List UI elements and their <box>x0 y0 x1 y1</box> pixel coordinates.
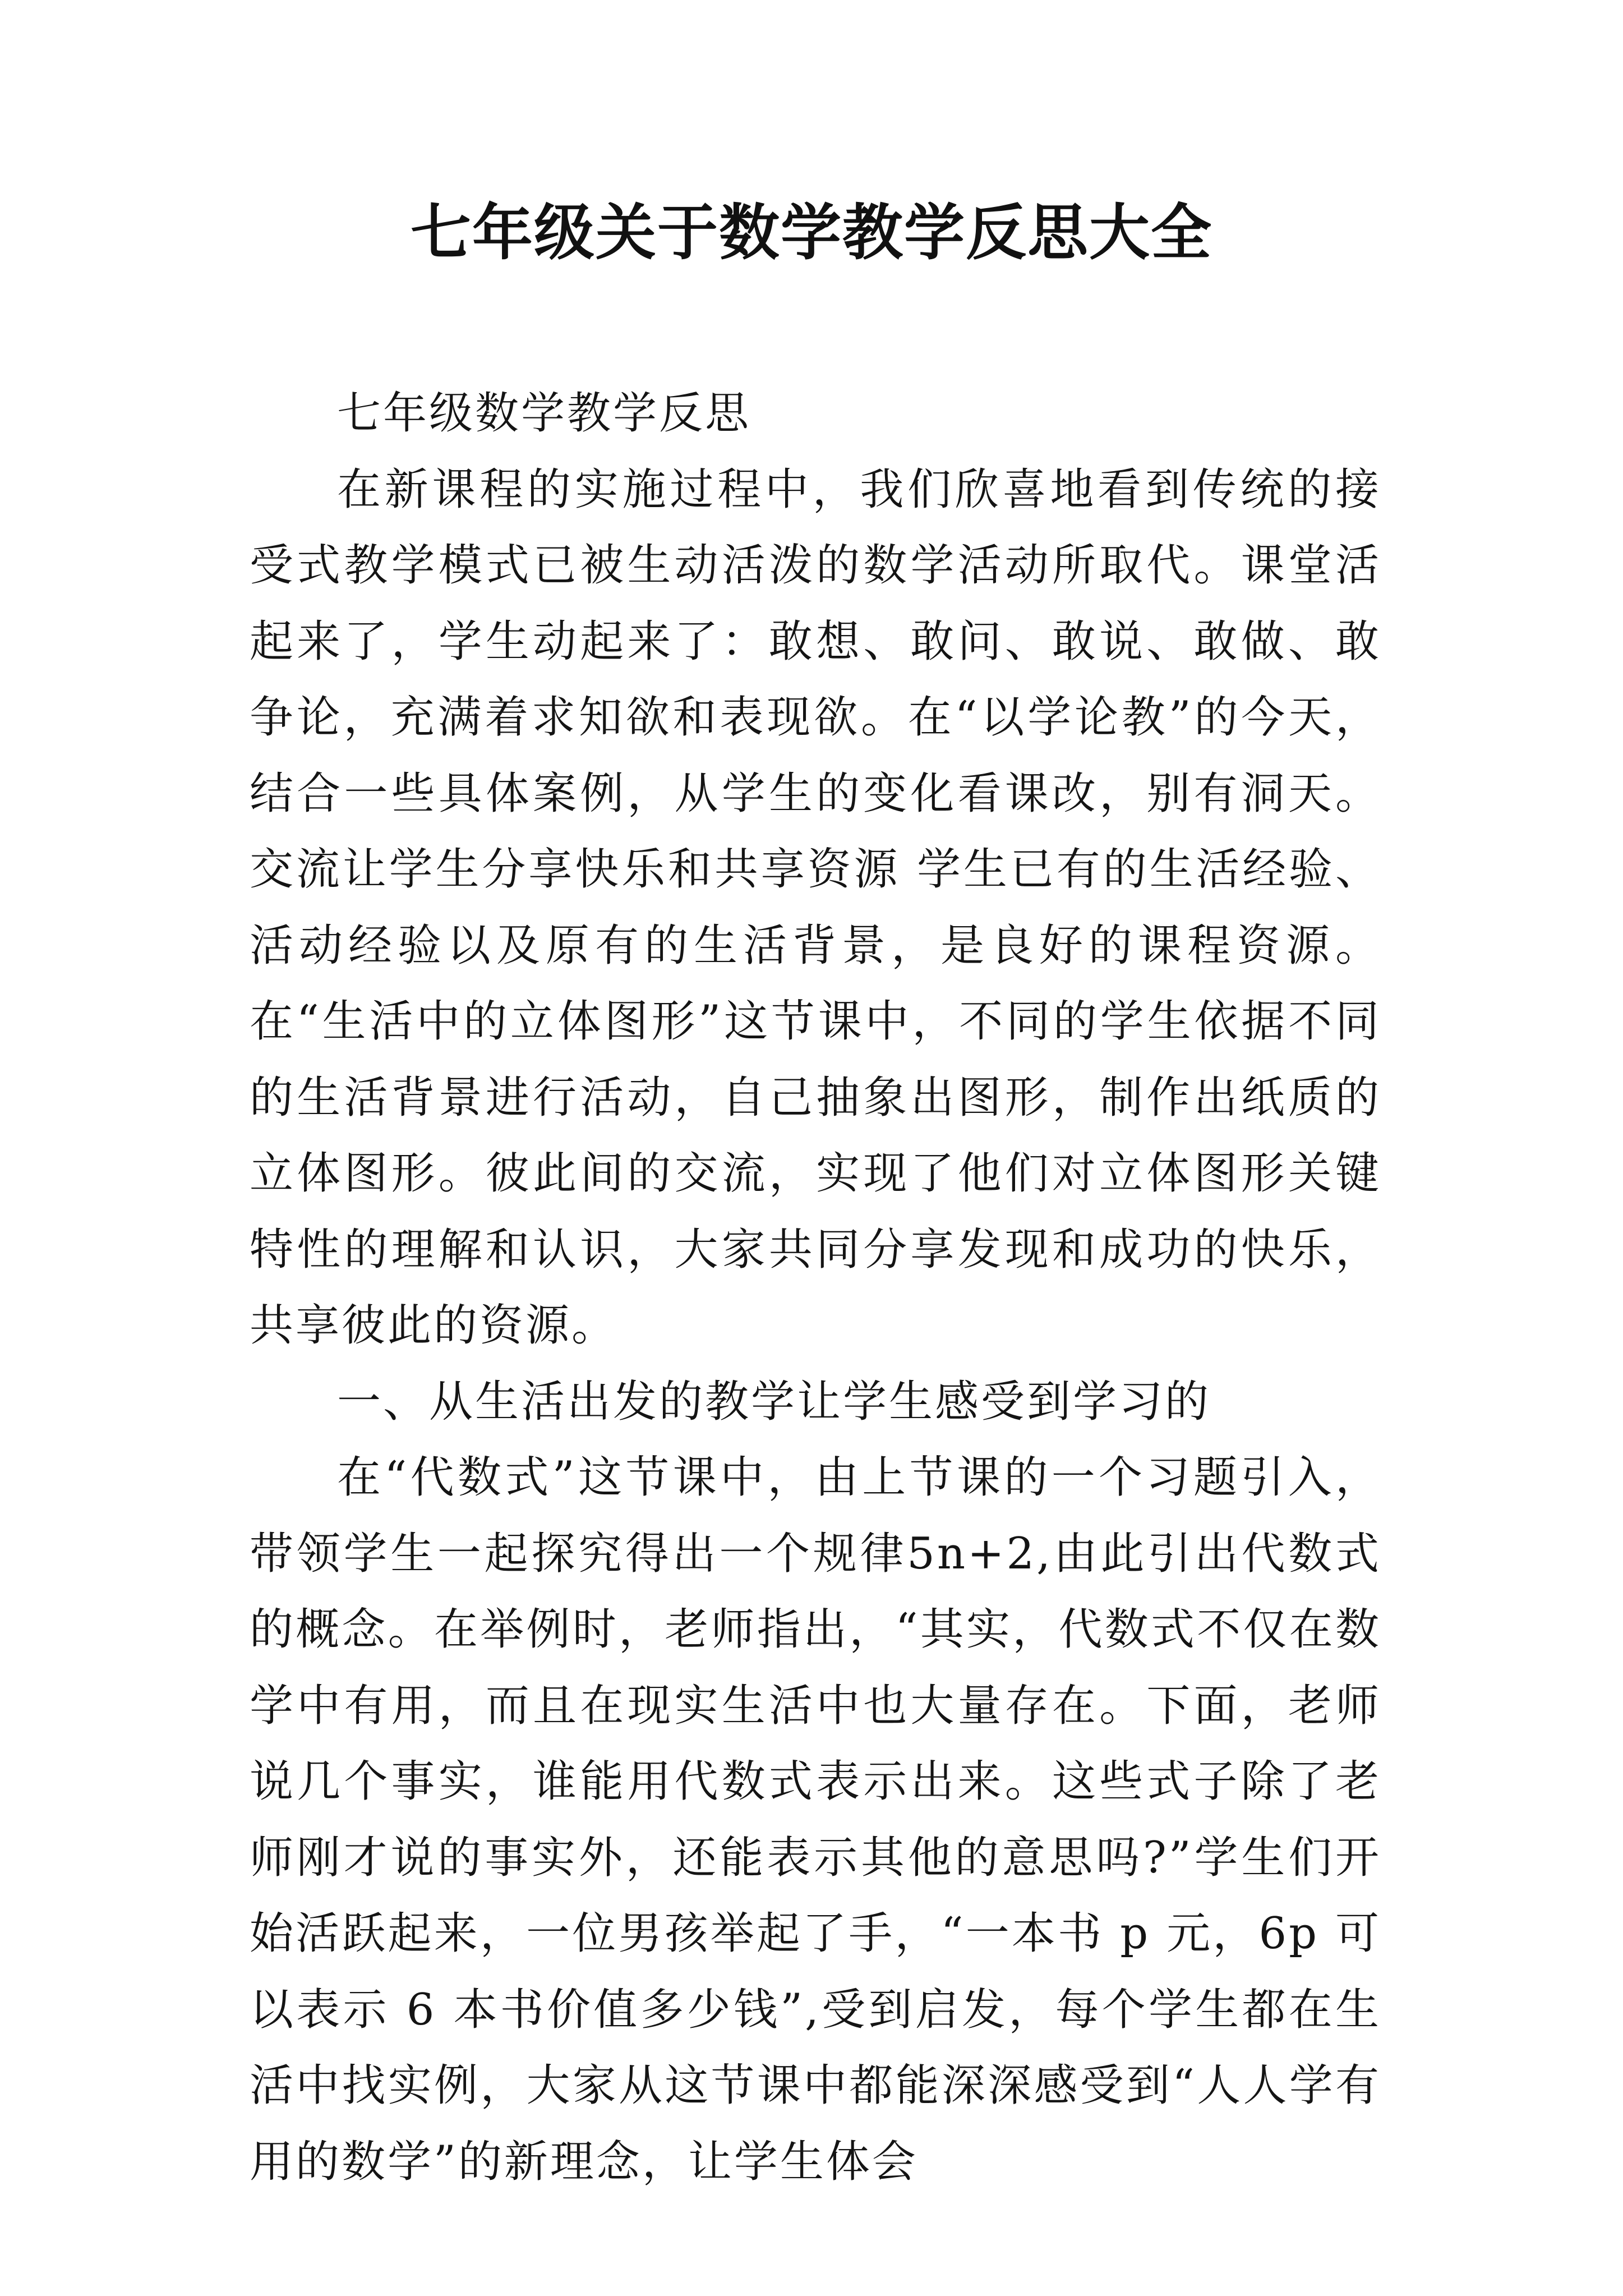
section-heading: 一、从生活出发的教学让学生感受到学习的 <box>337 1376 1211 1427</box>
paragraph: 在“代数式”这节课中，由上节课的一个习题引入，带领学生一起探究得出一个规律5n+2,由此引出代数式的概念。在举例时，老师指出，“其实，代数式不仅在数学中有用，而且在现实生活中也大量存在。下面，老师说几个事实，谁能用代数式表示出来。这些式子除了老师刚才说的事实外，还能表示其他的意思吗?”学生们开始活跃起来，一位男孩举起了手，“一本书 p 元，6p 可以表示 6 本书价值多少钱”,受到启发，每个学生都在生活中找实例，大家从这节课中都能深深感受到“人人学有用的数学”的新理念，让学生体会 <box>250 1452 1381 2187</box>
document-body <box>250 376 1381 2200</box>
paragraph: 在新课程的实施过程中，我们欣喜地看到传统的接受式教学模式已被生动活泼的数学活动所取代。课堂活起来了，学生动起来了：敢想、敢问、敢说、敢做、敢争论，充满着求知欲和表现欲。在“以学论教”的今天，结合一些具体案例，从学生的变化看课改，别有洞天。交流让学生分享快乐和共享资源 学生已有的生活经验、活动经验以及原有的生活背景，是良好的课程资源。在“生活中的立体图形”这节课中，不同的学生依据不同的生活背景进行活动，自己抽象出图形，制作出纸质的立体图形。彼此间的交流，实现了他们对立体图形关键特性的理解和认识，大家共同分享发现和成功的快乐，共享彼此的资源。 <box>250 464 1381 1351</box>
section-heading: 七年级数学教学反思 <box>337 388 751 439</box>
document-title: 七年级关于数学教学反思大全 <box>410 197 1212 268</box>
